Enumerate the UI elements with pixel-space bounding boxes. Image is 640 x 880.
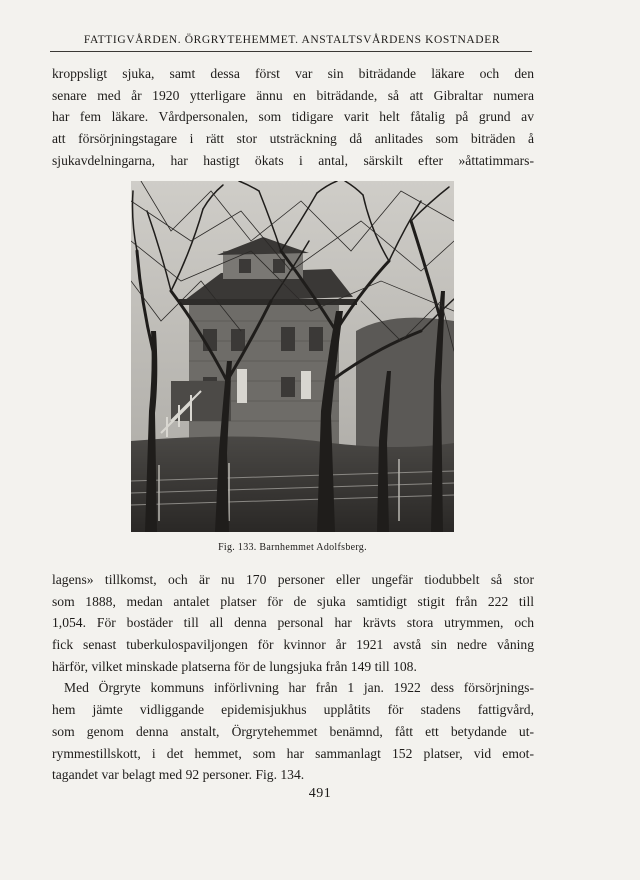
text-line: rymmestillskott, i det hemmet, som har sammanlagt 152 platser, vid emot- — [52, 745, 534, 761]
text-line: härför, vilket minskade platserna för de lungsjuka från 149 till 108. — [52, 658, 417, 674]
text-line: att försörjningstagare i rätt stor utsträckning då anlitades som biträden å — [52, 131, 534, 147]
running-header: FATTIGVÅRDEN. ÖRGRYTEHEMMET. ANSTALTSVÅRDENS KOSTNADER — [83, 34, 501, 46]
text-line: kroppsligt sjuka, samt dessa först var sin biträdande läkare och den — [52, 66, 534, 81]
text-line: har fem läkare. Vårdpersonalen, som tidigare varit helt fåtalig på grund av — [52, 109, 534, 125]
figure-photo — [131, 181, 454, 532]
body-text-bottom — [52, 569, 534, 786]
header-rule — [50, 51, 532, 52]
text-line: Med Örgryte kommuns införlivning har från 1 jan. 1922 dess försörjnings- — [64, 680, 534, 696]
text-line: lagens» tillkomst, och är nu 170 personer eller ungefär tiodubbelt så stor — [52, 572, 534, 587]
text-line: sjukavdelningarna, har hastigt ökats i antal, särskilt efter »åttatimmars- — [52, 152, 534, 168]
text-line: hem jämte vidliggande epidemisjukhus upplåtits för stadens fattigvård, — [52, 702, 534, 718]
text-line: som 1888, medan antalet platser för de sjuka samtidigt stigit från 222 till — [52, 593, 534, 609]
figure-caption: Fig. 133. Barnhemmet Adolfsberg. — [218, 542, 367, 553]
text-line: 1,054. För bostäder till all denna personal har krävts stora utrymmen, och — [52, 615, 534, 631]
text-line: senare med år 1920 ytterligare ännu en biträdande, så att Gibraltar numera — [52, 87, 534, 103]
page-number: 491 — [308, 786, 332, 801]
text-line: som genom denna anstalt, Örgrytehemmet benämnd, fått ett betydande ut- — [52, 723, 534, 739]
text-line: tagandet var belagt med 92 personer. Fig. 134. — [52, 767, 305, 783]
body-text-top — [52, 63, 534, 171]
text-line: fick senast tuberkulospaviljongen för kvinnor år 1921 avstå sin nedre våning — [52, 637, 534, 653]
